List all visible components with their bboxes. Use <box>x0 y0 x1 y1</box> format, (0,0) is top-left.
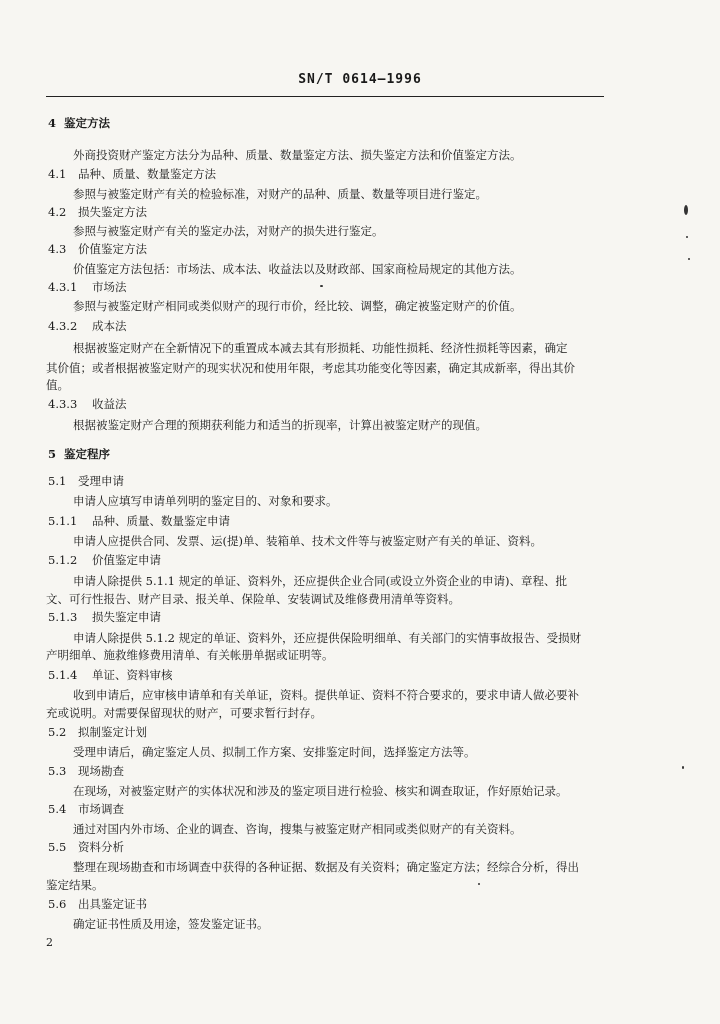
section-4-1-heading: 4.1 品种、质量、数量鉴定方法 <box>48 167 216 181</box>
section-5-6-heading: 5.6 出具鉴定证书 <box>48 897 147 911</box>
section-4-2-heading: 4.2 损失鉴定方法 <box>48 205 147 219</box>
paragraph-line: 值。 <box>46 378 69 392</box>
paragraph-line: 文、可行性报告、财产目录、报关单、保险单、安装调试及维修费用清单等资料。 <box>46 592 460 606</box>
page-number: 2 <box>46 936 53 949</box>
section-4-heading: 4 鉴定方法 <box>48 116 110 130</box>
section-title: 鉴定方法 <box>64 116 110 130</box>
scan-artifact <box>682 766 684 769</box>
section-title: 鉴定程序 <box>64 447 110 461</box>
paragraph-line: 申请人除提供 5.1.1 规定的单证、资料外，还应提供企业合同(或设立外资企业的申请)、章程、批 <box>73 574 568 588</box>
paragraph: 根据被鉴定财产合理的预期获利能力和适当的折现率，计算出被鉴定财产的现值。 <box>73 418 487 432</box>
paragraph-line: 根据被鉴定财产在全新情况下的重置成本减去其有形损耗、功能性损耗、经济性损耗等因素，确定 <box>73 341 568 355</box>
paragraph: 申请人应提供合同、发票、运(提)单、装箱单、技术文件等与被鉴定财产有关的单证、资料。 <box>73 534 542 548</box>
section-5-3-heading: 5.3 现场勘查 <box>48 764 124 778</box>
paragraph: 价值鉴定方法包括：市场法、成本法、收益法以及财政部、国家商检局规定的其他方法。 <box>73 262 522 276</box>
section-5-5-heading: 5.5 资料分析 <box>48 840 124 854</box>
paragraph-line: 收到申请后，应审核申请单和有关单证，资料。提供单证、资料不符合要求的，要求申请人做必要补 <box>73 688 579 702</box>
section-4-3-2-heading: 4.3.2 成本法 <box>48 319 127 333</box>
scan-artifact <box>478 883 480 885</box>
header-rule <box>46 96 604 97</box>
scan-artifact <box>320 285 323 287</box>
section-5-4-heading: 5.4 市场调查 <box>48 802 124 816</box>
paragraph-line: 其价值；或者根据被鉴定财产的现实状况和使用年限，考虑其功能变化等因素，确定其成新率，得出其价 <box>46 361 575 375</box>
paragraph-line: 申请人除提供 5.1.2 规定的单证、资料外，还应提供保险明细单、有关部门的实情事故报告、受损财 <box>73 631 582 645</box>
scan-artifact <box>686 236 688 238</box>
paragraph: 参照与被鉴定财产有关的检验标准，对财产的品种、质量、数量等项目进行鉴定。 <box>73 187 487 201</box>
section-5-1-4-heading: 5.1.4 单证、资料审核 <box>48 668 173 682</box>
paragraph: 通过对国内外市场、企业的调查、咨询，搜集与被鉴定财产相同或类似财产的有关资料。 <box>73 822 522 836</box>
section-5-1-3-heading: 5.1.3 损失鉴定申请 <box>48 610 161 624</box>
section-5-2-heading: 5.2 拟制鉴定计划 <box>48 725 147 739</box>
paragraph: 外商投资财产鉴定方法分为品种、质量、数量鉴定方法、损失鉴定方法和价值鉴定方法。 <box>73 148 522 162</box>
paragraph-line: 整理在现场勘查和市场调查中获得的各种证据、数据及有关资料；确定鉴定方法；经综合分析，得出 <box>73 860 579 874</box>
standard-code-header: SN/T 0614—1996 <box>298 72 422 87</box>
scan-artifact <box>684 205 688 215</box>
section-4-3-heading: 4.3 价值鉴定方法 <box>48 242 147 256</box>
section-5-heading: 5 鉴定程序 <box>48 447 110 461</box>
section-5-1-heading: 5.1 受理申请 <box>48 474 124 488</box>
section-5-1-2-heading: 5.1.2 价值鉴定申请 <box>48 553 161 567</box>
paragraph: 参照与被鉴定财产相同或类似财产的现行市价，经比较、调整，确定被鉴定财产的价值。 <box>73 299 522 313</box>
paragraph: 受理申请后，确定鉴定人员、拟制工作方案、安排鉴定时间，选择鉴定方法等。 <box>73 745 476 759</box>
paragraph: 参照与被鉴定财产有关的鉴定办法，对财产的损失进行鉴定。 <box>73 224 384 238</box>
paragraph: 在现场，对被鉴定财产的实体状况和涉及的鉴定项目进行检验、核实和调查取证，作好原始记录。 <box>73 784 568 798</box>
scan-artifact <box>688 258 690 260</box>
section-4-3-3-heading: 4.3.3 收益法 <box>48 397 127 411</box>
paragraph-line: 产明细单、施救维修费用清单、有关帐册单据或证明等。 <box>46 648 334 662</box>
paragraph: 申请人应填写申请单列明的鉴定目的、对象和要求。 <box>73 494 338 508</box>
paragraph: 确定证书性质及用途，签发鉴定证书。 <box>73 917 269 931</box>
paragraph-line: 充或说明。对需要保留现状的财产，可要求暂行封存。 <box>46 706 322 720</box>
section-4-3-1-heading: 4.3.1 市场法 <box>48 280 127 294</box>
paragraph-line: 鉴定结果。 <box>46 878 104 892</box>
section-5-1-1-heading: 5.1.1 品种、质量、数量鉴定申请 <box>48 514 230 528</box>
